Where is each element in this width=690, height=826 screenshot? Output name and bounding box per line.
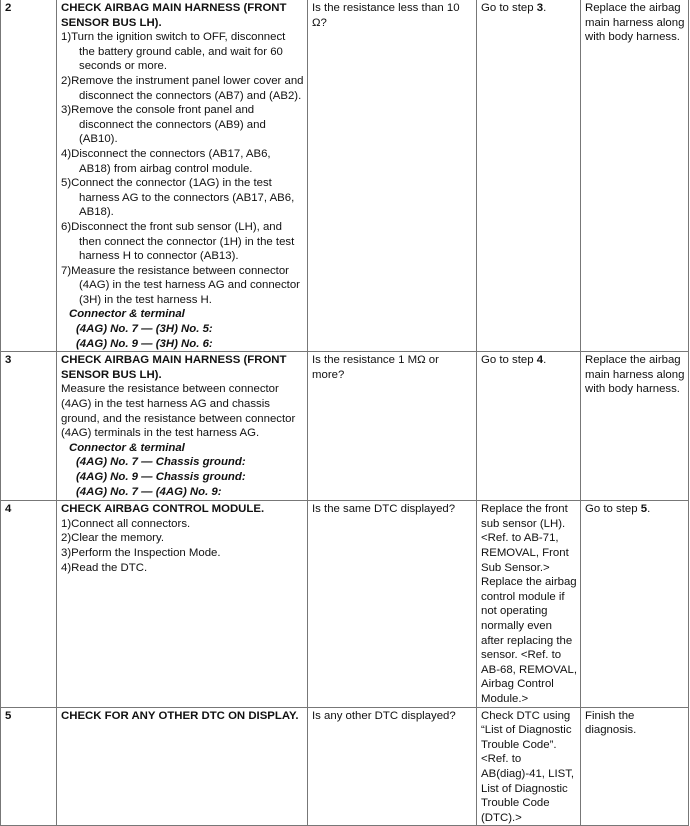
- procedure-title: CHECK AIRBAG MAIN HARNESS (FRONT SENSOR BUS LH).: [61, 354, 287, 381]
- procedure-step: 4)Read the DTC.: [61, 561, 148, 574]
- procedure-step: 1)Turn the ignition switch to OFF, disconnect the battery ground cable, and wait for 60 seconds or more.: [61, 31, 286, 73]
- procedure-step: 7)Measure the resistance between connector (4AG) in the test harness AG and connector (3H) in the test harness H.: [61, 264, 300, 306]
- procedure-step: 3)Remove the console front panel and disconnect the connectors (AB9) and (AB10).: [61, 104, 266, 146]
- procedure-cell: [57, 707, 308, 826]
- procedure-step: 6)Disconnect the front sub sensor (LH), and then connect the connector (1H) in the test harness H to connector (AB13).: [61, 220, 295, 263]
- procedure-title: CHECK FOR ANY OTHER DTC ON DISPLAY.: [61, 709, 299, 722]
- connector-terminal-heading: Connector & terminal: [69, 441, 185, 454]
- table-row-step-5: [1, 707, 689, 826]
- table-row-step-2: [1, 0, 689, 352]
- procedure-cell: [57, 501, 308, 707]
- procedure-step: 1)Connect all connectors.: [61, 517, 191, 530]
- connector-terminal-line: (4AG) No. 7 — Chassis ground:: [76, 456, 246, 469]
- step-reference: 4: [536, 354, 544, 367]
- procedure-cell: [57, 0, 308, 352]
- step-number: 4: [1, 501, 57, 707]
- yes-cell: Replace the front sub sensor (LH). <Ref. to AB-71, REMOVAL, Front Sub Sensor.> Replace the airbag control module if not operating normally even after replacing the sensor. <Ref. to AB-68, REMOVAL, Airbag Control Module.>: [477, 501, 581, 707]
- no-cell: Replace the airbag main harness along with body harness.: [581, 0, 689, 352]
- no-cell: Go to step 5.: [581, 501, 689, 707]
- procedure-cell: [57, 352, 308, 501]
- step-reference: 5: [640, 503, 648, 516]
- procedure-title: CHECK AIRBAG MAIN HARNESS (FRONT SENSOR BUS LH).: [61, 2, 287, 29]
- table-row-step-3: [1, 352, 689, 501]
- procedure-step: 5)Connect the connector (1AG) in the test harness AG to the connectors (AB17, AB6, AB18).: [61, 177, 295, 219]
- procedure-step: 2)Clear the memory.: [61, 532, 164, 545]
- no-cell: Finish the diagnosis.: [581, 707, 689, 826]
- procedure-step: 2)Remove the instrument panel lower cover and disconnect the connectors (AB7) and (AB2).: [61, 74, 304, 102]
- yes-cell: Go to step 3.: [477, 0, 581, 352]
- connector-terminal-line: (4AG) No. 7 — (4AG) No. 9:: [76, 485, 222, 498]
- procedure-description: Measure the resistance between connector (4AG) in the test harness AG and chassis ground, and the resistance between connector (4AG) terminals in the test harness AG.: [61, 383, 296, 440]
- check-cell: Is any other DTC displayed?: [308, 707, 477, 826]
- step-reference: 3: [536, 2, 544, 14]
- no-cell: Replace the airbag main harness along with body harness.: [581, 352, 689, 501]
- yes-cell: Go to step 4.: [477, 352, 581, 501]
- connector-terminal-heading: Connector & terminal: [69, 308, 185, 321]
- procedure-step: 3)Perform the Inspection Mode.: [61, 547, 221, 560]
- connector-terminal-line: (4AG) No. 9 — Chassis ground:: [76, 471, 246, 483]
- yes-cell: Check DTC using “List of Diagnostic Trouble Code”. <Ref. to AB(diag)-41, LIST, List of Diagnostic Trouble Code (DTC).>: [477, 707, 581, 826]
- check-cell: Is the resistance 1 MΩ or more?: [308, 352, 477, 501]
- table-row-step-4: [1, 501, 689, 707]
- connector-terminal-line: (4AG) No. 9 — (3H) No. 6:: [76, 337, 213, 350]
- step-number: 5: [1, 707, 57, 826]
- step-number: 2: [1, 0, 57, 352]
- procedure-title: CHECK AIRBAG CONTROL MODULE.: [61, 503, 265, 516]
- check-cell: Is the same DTC displayed?: [308, 501, 477, 707]
- connector-terminal-line: (4AG) No. 7 — (3H) No. 5:: [76, 323, 213, 336]
- procedure-step: 4)Disconnect the connectors (AB17, AB6, AB18) from airbag control module.: [61, 147, 271, 175]
- check-cell: Is the resistance less than 10 Ω?: [308, 0, 477, 352]
- step-number: 3: [1, 352, 57, 501]
